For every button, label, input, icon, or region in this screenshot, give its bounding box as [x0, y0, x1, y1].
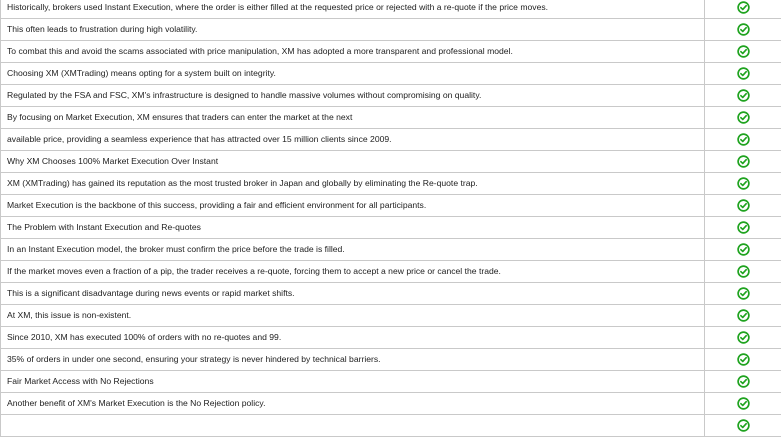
row-text: By focusing on Market Execution, XM ensures that traders can enter the market at the next [1, 107, 705, 128]
table-row [0, 19, 781, 41]
row-check-cell [705, 85, 781, 106]
table-row [0, 217, 781, 239]
row-text: Another benefit of XM's Market Execution is the No Rejection policy. [1, 393, 705, 414]
row-check-cell [705, 217, 781, 238]
table-row [0, 371, 781, 393]
row-check-cell [705, 239, 781, 260]
check-circle-icon [737, 133, 750, 146]
row-check-cell [705, 283, 781, 304]
row-text: Fair Market Access with No Rejections [1, 371, 705, 392]
row-check-cell [705, 107, 781, 128]
row-check-cell [705, 129, 781, 150]
table-row [0, 173, 781, 195]
row-text: The Problem with Instant Execution and Re-quotes [1, 217, 705, 238]
row-text [1, 415, 705, 436]
row-check-cell [705, 393, 781, 414]
table-row [0, 349, 781, 371]
check-circle-icon [737, 265, 750, 278]
table-row [0, 107, 781, 129]
row-text: In an Instant Execution model, the broker must confirm the price before the trade is filled. [1, 239, 705, 260]
check-circle-icon [737, 397, 750, 410]
table-row [0, 195, 781, 217]
row-text: At XM, this issue is non-existent. [1, 305, 705, 326]
row-text: Since 2010, XM has executed 100% of orders with no re-quotes and 99. [1, 327, 705, 348]
row-text: XM (XMTrading) has gained its reputation as the most trusted broker in Japan and globally by eliminating the Re-quote trap. [1, 173, 705, 194]
row-text: Historically, brokers used Instant Execution, where the order is either filled at the requested price or rejected with a re-quote if the price moves. [1, 0, 705, 18]
row-check-cell [705, 0, 781, 18]
table-row [0, 85, 781, 107]
check-circle-icon [737, 67, 750, 80]
row-text: If the market moves even a fraction of a pip, the trader receives a re-quote, forcing them to accept a new price or cancel the trade. [1, 261, 705, 282]
row-check-cell [705, 63, 781, 84]
table-row [0, 327, 781, 349]
row-text: Regulated by the FSA and FSC, XM's infrastructure is designed to handle massive volumes without compromising on quality. [1, 85, 705, 106]
row-text: Why XM Chooses 100% Market Execution Over Instant [1, 151, 705, 172]
check-circle-icon [737, 111, 750, 124]
row-check-cell [705, 305, 781, 326]
row-check-cell [705, 195, 781, 216]
row-check-cell [705, 19, 781, 40]
table-row [0, 151, 781, 173]
row-check-cell [705, 349, 781, 370]
check-circle-icon [737, 155, 750, 168]
row-check-cell [705, 415, 781, 436]
row-check-cell [705, 173, 781, 194]
check-circle-icon [737, 353, 750, 366]
row-text: Market Execution is the backbone of this success, providing a fair and efficient environment for all participants. [1, 195, 705, 216]
check-circle-icon [737, 331, 750, 344]
row-check-cell [705, 327, 781, 348]
table-row [0, 239, 781, 261]
table-row [0, 129, 781, 151]
table-row [0, 41, 781, 63]
row-check-cell [705, 261, 781, 282]
check-circle-icon [737, 287, 750, 300]
table-row [0, 261, 781, 283]
row-check-cell [705, 151, 781, 172]
check-circle-icon [737, 221, 750, 234]
table-row [0, 393, 781, 415]
row-check-cell [705, 41, 781, 62]
row-text: This often leads to frustration during high volatility. [1, 19, 705, 40]
table-row [0, 0, 781, 19]
check-circle-icon [737, 419, 750, 432]
table-row [0, 63, 781, 85]
check-circle-icon [737, 177, 750, 190]
row-text: Choosing XM (XMTrading) means opting for a system built on integrity. [1, 63, 705, 84]
check-circle-icon [737, 309, 750, 322]
table-row [0, 283, 781, 305]
row-text: This is a significant disadvantage during news events or rapid market shifts. [1, 283, 705, 304]
check-circle-icon [737, 1, 750, 14]
check-circle-icon [737, 375, 750, 388]
row-text: 35% of orders in under one second, ensuring your strategy is never hindered by technical barriers. [1, 349, 705, 370]
row-text: available price, providing a seamless experience that has attracted over 15 million clients since 2009. [1, 129, 705, 150]
table-row [0, 415, 781, 437]
check-circle-icon [737, 23, 750, 36]
check-circle-icon [737, 45, 750, 58]
check-circle-icon [737, 89, 750, 102]
row-text: To combat this and avoid the scams associated with price manipulation, XM has adopted a more transparent and professional model. [1, 41, 705, 62]
table-row [0, 305, 781, 327]
check-circle-icon [737, 199, 750, 212]
check-circle-icon [737, 243, 750, 256]
row-check-cell [705, 371, 781, 392]
